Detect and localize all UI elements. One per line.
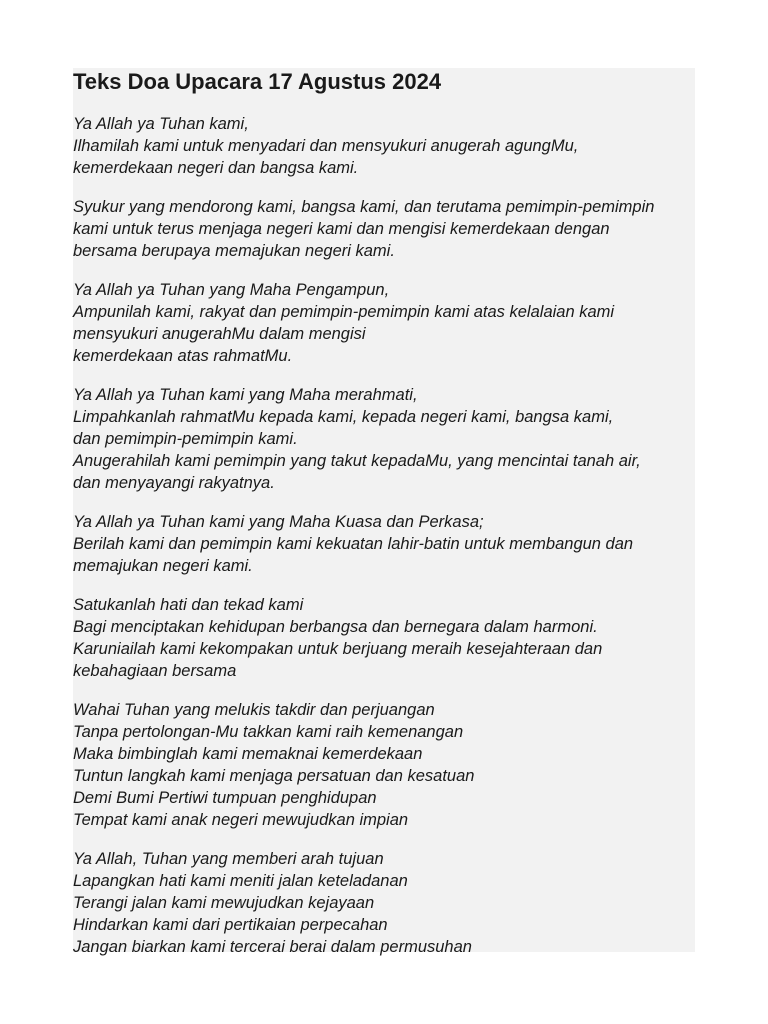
stanza-line: Ya Allah ya Tuhan kami,: [73, 115, 249, 133]
stanza-line: Demi Bumi Pertiwi tumpuan penghidupan: [73, 789, 377, 807]
stanza-line: Berilah kami dan pemimpin kami kekuatan lahir-batin untuk membangun dan: [73, 535, 634, 553]
stanza-line: Ya Allah, Tuhan yang memberi arah tujuan: [73, 850, 384, 868]
stanza-line: Anugerahilah kami pemimpin yang takut kepadaMu, yang mencintai tanah air,: [73, 452, 641, 470]
stanza-line: Ilhamilah kami untuk menyadari dan mensyukuri anugerah agungMu,: [73, 137, 579, 155]
document-content: [73, 68, 695, 975]
stanza-2: [73, 196, 695, 262]
stanza-line: kemerdekaan negeri dan bangsa kami.: [73, 159, 359, 177]
stanza-line: Wahai Tuhan yang melukis takdir dan perjuangan: [73, 701, 435, 719]
stanza-line: Satukanlah hati dan tekad kami: [73, 596, 304, 614]
stanza-line: Terangi jalan kami mewujudkan kejayaan: [73, 894, 375, 912]
stanza-line: dan menyayangi rakyatnya.: [73, 474, 275, 492]
stanza-1: [73, 113, 695, 179]
stanza-line: bersama berupaya memajukan negeri kami.: [73, 242, 395, 260]
stanza-line: kami untuk terus menjaga negeri kami dan mengisi kemerdekaan dengan: [73, 220, 610, 238]
stanza-7: [73, 699, 695, 831]
stanza-5: [73, 511, 695, 577]
stanza-line: Limpahkanlah rahmatMu kepada kami, kepada negeri kami, bangsa kami,: [73, 408, 614, 426]
stanza-line: Ya Allah ya Tuhan yang Maha Pengampun,: [73, 281, 390, 299]
stanza-line: Maka bimbinglah kami memaknai kemerdekaan: [73, 745, 423, 763]
page-title: Teks Doa Upacara 17 Agustus 2024: [73, 69, 442, 94]
stanza-line: kemerdekaan atas rahmatMu.: [73, 347, 293, 365]
stanza-line: Bagi menciptakan kehidupan berbangsa dan bernegara dalam harmoni.: [73, 618, 598, 636]
stanza-line: Ya Allah ya Tuhan kami yang Maha Kuasa dan Perkasa;: [73, 513, 484, 531]
stanza-line: Karuniailah kami kekompakan untuk berjuang meraih kesejahteraan dan: [73, 640, 603, 658]
stanza-line: Ampunilah kami, rakyat dan pemimpin-pemimpin kami atas kelalaian kami: [73, 303, 615, 321]
stanza-line: Jangan biarkan kami tercerai berai dalam permusuhan: [73, 938, 472, 956]
stanza-line: memajukan negeri kami.: [73, 557, 253, 575]
stanza-line: Ya Allah ya Tuhan kami yang Maha merahmati,: [73, 386, 418, 404]
stanza-line: Hindarkan kami dari pertikaian perpecahan: [73, 916, 388, 934]
stanza-6: [73, 594, 695, 682]
stanza-3: [73, 279, 695, 367]
stanza-line: kebahagiaan bersama: [73, 662, 237, 680]
stanza-line: Lapangkan hati kami meniti jalan keteladanan: [73, 872, 408, 890]
stanza-line: Syukur yang mendorong kami, bangsa kami, dan terutama pemimpin-pemimpin: [73, 198, 655, 216]
stanza-line: Tanpa pertolongan-Mu takkan kami raih kemenangan: [73, 723, 464, 741]
stanza-4: [73, 384, 695, 494]
stanza-line: dan pemimpin-pemimpin kami.: [73, 430, 298, 448]
stanza-line: Tuntun langkah kami menjaga persatuan dan kesatuan: [73, 767, 475, 785]
stanza-line: mensyukuri anugerahMu dalam mengisi: [73, 325, 366, 343]
stanza-8: [73, 848, 695, 958]
prayer-stanzas: [73, 113, 695, 958]
stanza-line: Tempat kami anak negeri mewujudkan impian: [73, 811, 409, 829]
